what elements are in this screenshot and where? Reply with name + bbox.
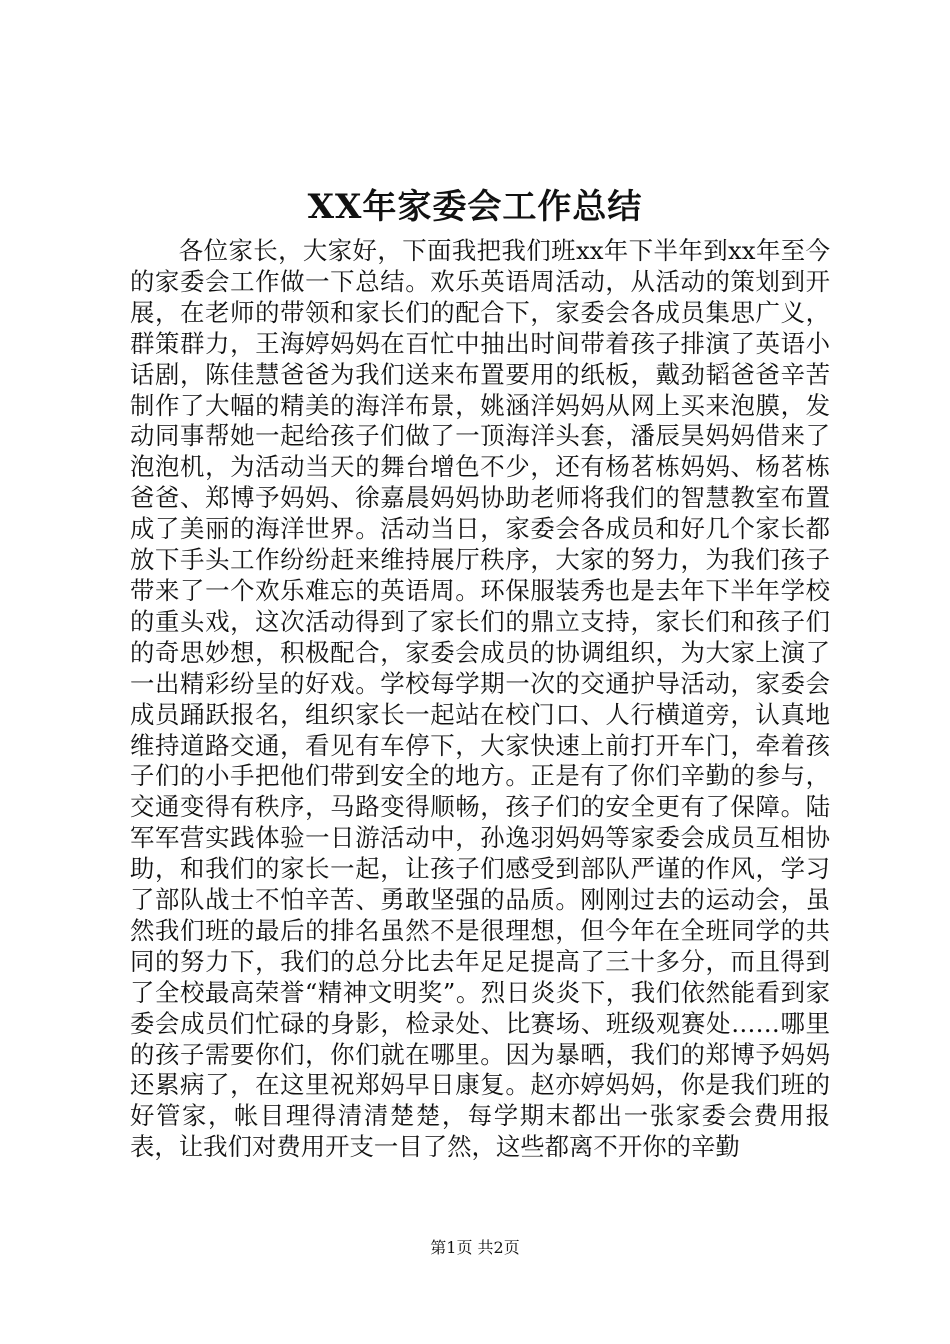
body-paragraph: 各位家长，大家好，下面我把我们班xx年下半年到xx年至今的家委会工作做一下总结。欢乐英语周活动，从活动的策划到开展，在老师的带领和家长们的配合下，家委会各成员集思广义，群策群力，王海婷妈妈在百忙中抽出时间带着孩子排演了英语小话剧，陈佳慧爸爸为我们送来布置要用的纸板，戴劲韬爸爸辛苦制作了大幅的精美的海洋布景，姚涵洋妈妈从网上买来泡膜，发动同事帮她一起给孩子们做了一顶海洋头套，潘辰昊妈妈借来了泡泡机，为活动当天的舞台增色不少，还有杨茗栋妈妈、杨茗栋爸爸、郑博予妈妈、徐嘉晨妈妈协助老师将我们的智慧教室布置成了美丽的海洋世界。活动当日，家委会各成员和好几个家长都放下手头工作纷纷赶来维持展厅秩序，大家的努力，为我们孩子带来了一个欢乐难忘的英语周。环保服装秀也是去年下半年学校的重头戏，这次活动得到了家长们的鼎立支持，家长们和孩子们的奇思妙想，积极配合，家委会成员的协调组织，为大家上演了一出精彩纷呈的好戏。学校每学期一次的交通护导活动，家委会成员踊跃报名，组织家长一起站在校门口、人行横道旁，认真地维持道路交通，看见有车停下，大家快速上前打开车门，牵着孩子们的小手把他们带到安全的地方。正是有了你们辛勤的参与，交通变得有秩序，马路变得顺畅，孩子们的安全更有了保障。陆军军营实践体验一日游活动中，孙逸羽妈妈等家委会成员互相协助，和我们的家长一起，让孩子们感受到部队严谨的作风，学习了部队战士不怕辛苦、勇敢坚强的品质。刚刚过去的运动会，虽然我们班的最后的排名虽然不是很理想，但今年在全班同学的共同的努力下，我们的总分比去年足足提高了三十多分，而且得到了全校最高荣誉“精神文明奖”。烈日炎炎下，我们依然能看到家委会成员们忙碌的身影，检录处、比赛场、班级观赛处……哪里的孩子需要你们，你们就在哪里。因为暴晒，我们的郑博予妈妈还累病了，在这里祝郑妈早日康复。赵亦婷妈妈，你是我们班的好管家，帐目理得清清楚楚，每学期末都出一张家委会费用报表，让我们对费用开支一目了然，这些都离不开你的辛勤 (130, 236, 830, 1162)
page-footer: 第1页 共2页 (430, 1238, 520, 1257)
document-title: XX年家委会工作总结 (307, 187, 643, 227)
